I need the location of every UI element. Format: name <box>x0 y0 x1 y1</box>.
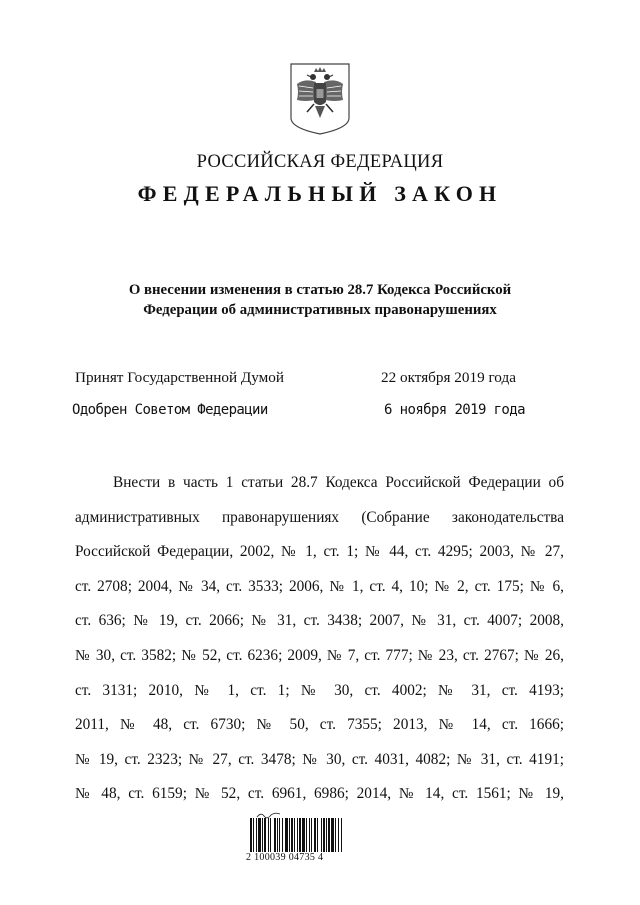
approved-label: Одобрен Советом Федерации <box>72 402 268 418</box>
body-line: ст. 636; № 19, ст. 2066; № 31, ст. 3438; 2007, № 31, ст. 4007; 2008, <box>75 612 564 630</box>
barcode <box>250 818 380 852</box>
body-line: ст. 3131; 2010, № 1, ст. 1; № 30, ст. 4002; № 31, ст. 4193; <box>75 681 564 699</box>
document-type-title: ФЕДЕРАЛЬНЫЙ ЗАКОН <box>137 181 503 206</box>
law-subject <box>60 280 580 320</box>
approved-date: 6 ноября 2019 года <box>384 402 525 418</box>
body-line: 2011, № 48, ст. 6730; № 50, ст. 7355; 2013, № 14, ст. 1666; <box>75 716 564 734</box>
body-line: № 48, ст. 6159; № 52, ст. 6961, 6986; 2014, № 14, ст. 1561; № 19, <box>75 785 564 803</box>
body-line: административных правонарушениях (Собрание законодательства <box>75 508 564 526</box>
body-line: ст. 2708; 2004, № 34, ст. 3533; 2006, № 1, ст. 4, 10; № 2, ст. 175; № 6, <box>75 577 564 595</box>
body-line: Внести в часть 1 статьи 28.7 Кодекса Российской Федерации об <box>113 474 564 491</box>
adopted-label: Принят Государственной Думой <box>75 369 284 386</box>
country-name: РОССИЙСКАЯ ФЕДЕРАЦИЯ <box>196 152 444 172</box>
body-line: № 30, ст. 3582; № 52, ст. 6236; 2009, № 7, ст. 777; № 23, ст. 2767; № 26, <box>75 646 564 664</box>
barcode-number: 2 100039 04735 4 <box>246 852 324 863</box>
coat-of-arms-icon <box>289 62 351 136</box>
adopted-date: 22 октября 2019 года <box>381 369 516 386</box>
law-subject-line: О внесении изменения в статью 28.7 Кодекса Российской <box>128 282 512 298</box>
body-line: Российской Федерации, 2002, № 1, ст. 1; № 44, ст. 4295; 2003, № 27, <box>75 543 564 561</box>
law-subject-line: Федерации об административных правонарушениях <box>143 302 497 318</box>
law-body-text <box>75 466 564 812</box>
body-line: № 19, ст. 2323; № 27, ст. 3478; № 30, ст. 4031, 4082; № 31, ст. 4191; <box>75 750 564 768</box>
